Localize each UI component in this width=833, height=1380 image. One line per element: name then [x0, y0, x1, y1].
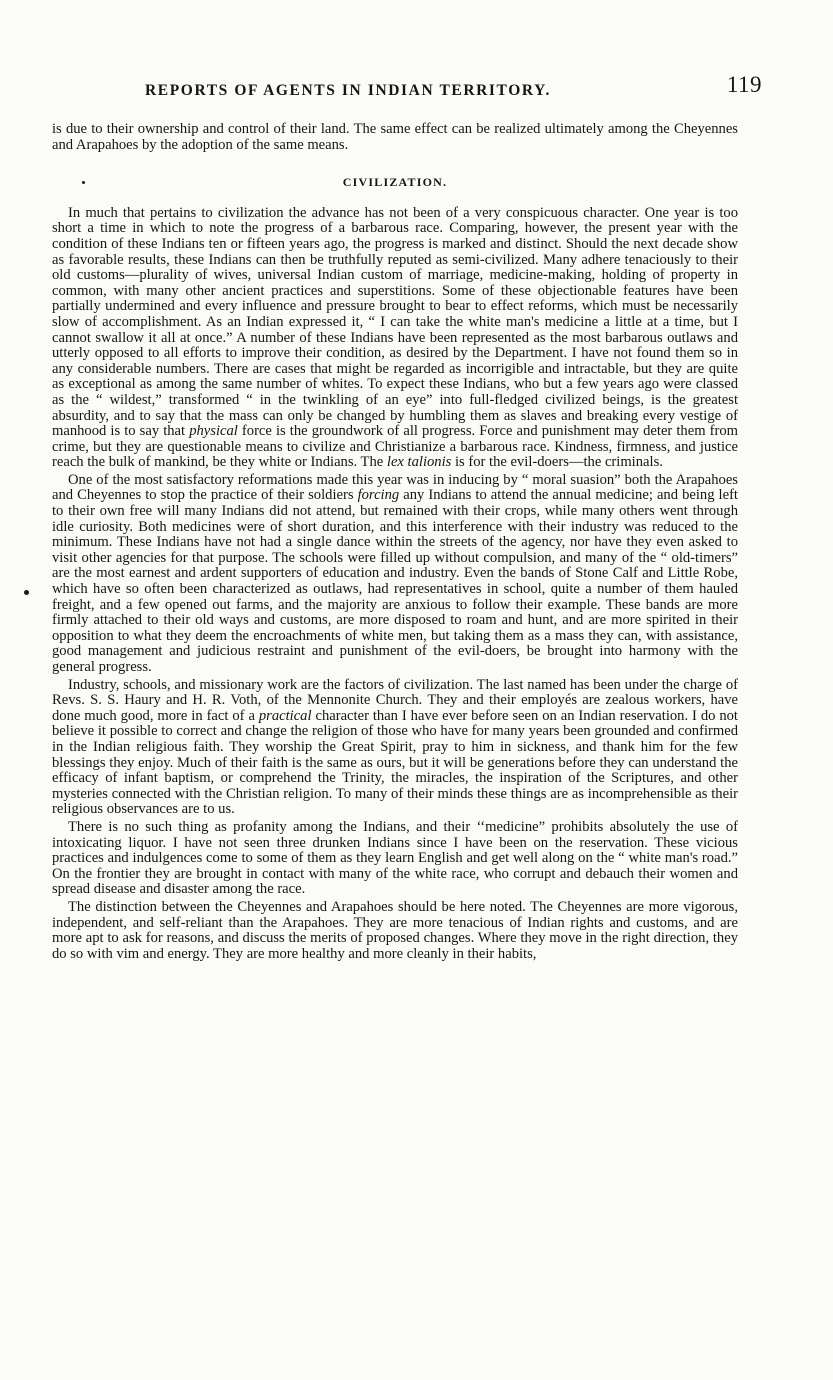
paragraph-1-text-c: is for the evil-doers—the criminals.	[451, 454, 663, 471]
paragraph-2-italic: forcing	[357, 487, 400, 504]
running-head	[50, 72, 762, 112]
margin-mark	[24, 590, 29, 595]
paragraph-1-text-a: In much that pertains to civilization the advance has not been of a very conspicuous character. One year is too short a time in which to note the progress of a barbarous race. Comparing, however, the present year with the condition of these Indians ten or fifteen years ago, the progress is marked and distinct. Should the next decade show as favorable results, these Indians can then be truthfully reputed as semi-civilized. Many adhere tenaciously to their old customs—plurality of wives, universal Indian custom of marriage, medicine-making, holding of property in common, with many other ancient practices and superstitions. Some of these objectionable features have been partially undermined and every influence and pressure brought to bear to effect reforms, which must be necessarily slow of accomplishment. As an Indian expressed it, “ I can take the white man's medicine a little at a time, but I cannot swallow it all at once.” A number of these Indians have been represented as the most barbarous outlaws and utterly opposed to all efforts to improve their condition, as desired by the Department. I have not found them so in any considerable numbers. There are cases that might be regarded as incorrigible and intractable, but they are quite as exceptional as among the same number of whites. To expect these Indians, who but a few years ago were classed as the “ wildest,” transformed “ in the twinkling of an eye” into full-fledged civilized beings, is the greatest absurdity, and to say that the mass can only be changed by humbling them as slaves and breaking every vestige of manhood is to say that	[52, 204, 738, 440]
paragraph-3	[52, 678, 738, 818]
paragraph-continued-text: is due to their ownership and control of their land. The same effect can be realized ultimately among the Cheyennes and Arapahoes by the adoption of the same means.	[52, 121, 738, 153]
running-head-title: REPORTS OF AGENTS IN INDIAN TERRITORY.	[145, 82, 551, 99]
paragraph-1-italic-1: physical	[189, 423, 238, 440]
paragraph-continued	[52, 122, 738, 153]
paragraph-5	[52, 900, 738, 962]
paragraph-2-text-b: any Indians to attend the annual medicine; and being left to their own free will many Indians did not attend, but remained with their crops, while many others went through idle curiosity. Both medicines were of short duration, and this interference with their industry was reduced to the minimum. These Indians have not had a single dance within the streets of the agency, nor have they even asked to visit other agencies for that purpose. The schools were filled up without compulsion, and many of the “ old-timers” are the most earnest and ardent supporters of education and industry. Even the bands of Stone Calf and Little Robe, which have so often been characterized as outlaws, had representatives in school, quite a number of them hauled freight, and a few opened out farms, and the majority are anxious to follow their example. These bands are more firmly attached to their old ways and customs, are more disposed to roam and hunt, and are more spirited in their opposition to what they deem the encroachments of white men, but taking them as a mass they can, with assistance, good management and judicious restraint and punishment of the evil-doers, be brought into harmony with the general progress.	[52, 487, 738, 675]
paragraph-4-text: There is no such thing as profanity among the Indians, and their ‘‘medicine” prohibits absolutely the use of intoxicating liquor. I have not seen three drunken Indians since I have been on the reservation. These vicious practices and indulgences come to some of them as they learn English and get well along on the “ white man's road.” On the frontier they are brought in contact with many of the white race, who corrupt and debauch their women and spread disease and disaster among the race.	[52, 818, 738, 898]
page-number: 119	[726, 72, 762, 97]
paragraph-4	[52, 820, 738, 898]
paragraph-1	[52, 206, 738, 471]
paragraph-3-italic: practical	[258, 707, 312, 724]
paragraph-3-text-a: Industry, schools, and missionary work are the factors of civilization. The last named has been under the charge of Revs. S. S. Haury and H. R. Voth, of the Mennonite Church. They and their employés are zealous workers, have done much good, more in fact of a	[52, 676, 738, 724]
body-text	[52, 122, 738, 962]
paragraph-1-italic-2: lex talionis	[386, 454, 452, 471]
paragraph-2-text-a: One of the most satisfactory reformations made this year was in inducing by “ moral suasion” both the Arapahoes and Cheyennes to stop the practice of their soldiers	[52, 471, 738, 504]
paragraph-3-text-b: character than I have ever before seen on an Indian reservation. I do not believe it possible to correct and change the religion of those who have for many years been grounded and confirmed in the Indian religious faith. They worship the Great Spirit, pray to him in sickness, and thank him for the few blessings they enjoy. Much of their faith is the same as ours, but it will be generations before they can understand the efficacy of infant baptism, or comprehend the Trinity, the miracles, the inspiration of the Scriptures, and other mysteries connected with the Christian religion. To many of their minds these things are as incomprehensible as their religious observances are to us.	[52, 707, 738, 818]
paragraph-5-text: The distinction between the Cheyennes and Arapahoes should be here noted. The Cheyennes are more vigorous, independent, and self-reliant than the Arapahoes. They are more tenacious of Indian rights and customs, and are more apt to ask for reasons, and discuss the merits of proposed changes. Where they move in the right direction, they do so with vim and energy. They are more healthy and more cleanly in their habits,	[52, 898, 738, 962]
section-heading: CIVILIZATION.	[342, 175, 448, 190]
paragraph-2	[52, 473, 738, 676]
paragraph-1-text-b: force is the groundwork of all progress. Force and punishment may deter them from crime, but they are questionable means to civilize and Christianize a barbarous race. Kindness, firmness, and justice reach the bulk of mankind, be they white or Indians. The	[52, 423, 739, 471]
